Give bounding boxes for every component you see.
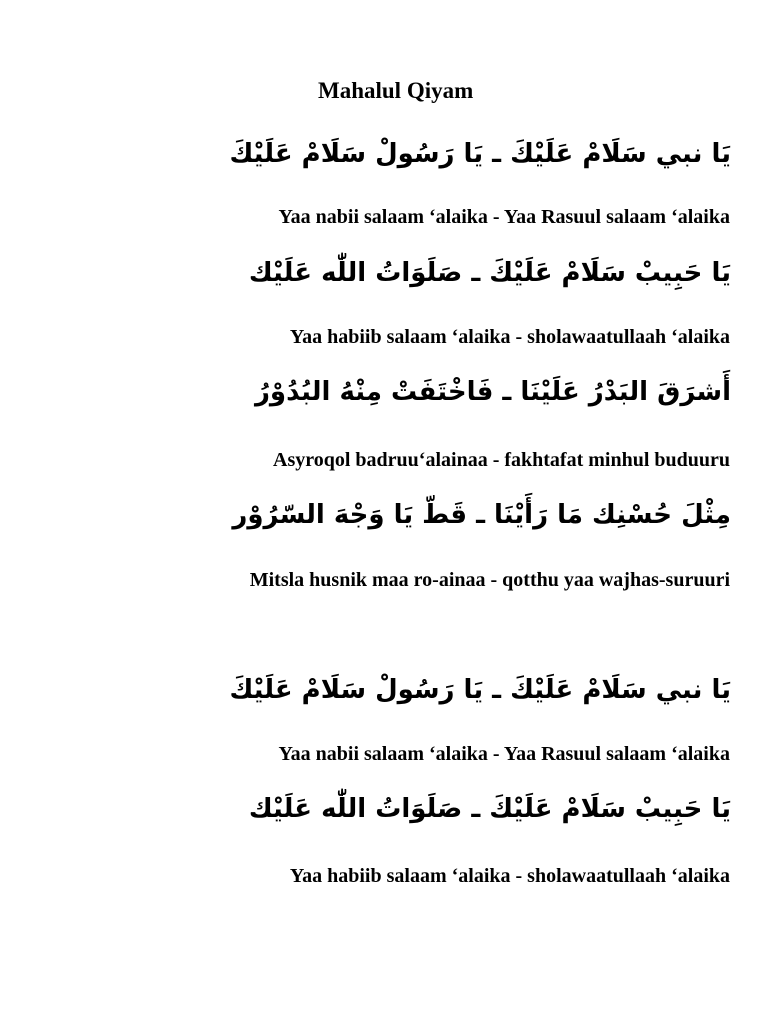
verse-6-arabic: يَا حَبِيبْ سَلَامْ عَلَيْكَ ـ صَلَوَاتُ اللّٰه عَلَيْك <box>248 794 731 824</box>
verse-2-arabic: يَا حَبِيبْ سَلَامْ عَلَيْكَ ـ صَلَوَاتُ اللّٰه عَلَيْك <box>248 258 731 288</box>
verse-4-transliteration: Mitsla husnik maa ro-ainaa - qotthu yaa wajhas-suruuri <box>249 569 730 591</box>
verse-5-arabic: يَا نبي سَلَامْ عَلَيْكَ ـ يَا رَسُولْ سَلَامْ عَلَيْكَ <box>229 675 731 705</box>
verse-1-arabic: يَا نبي سَلَامْ عَلَيْكَ ـ يَا رَسُولْ سَلَامْ عَلَيْكَ <box>229 139 731 169</box>
verse-2-transliteration: Yaa habiib salaam ‘alaika - sholawaatullaah ‘alaika <box>289 326 730 348</box>
verse-4-arabic: مِثْلَ حُسْنِك مَا رَأَيْنَا ـ قَطّ يَا وَجْهَ السّرُوْر <box>232 500 731 530</box>
document-title: Mahalul Qiyam <box>318 78 474 103</box>
verse-3-arabic: أَشرَقَ البَدْرُ عَلَيْنَا ـ فَاخْتَفَتْ مِنْهُ البُدُوْرُ <box>254 377 731 407</box>
verse-6-transliteration: Yaa habiib salaam ‘alaika - sholawaatullaah ‘alaika <box>289 865 730 887</box>
verse-3-transliteration: Asyroqol badruu‘alainaa - fakhtafat minhul buduuru <box>273 449 730 471</box>
verse-1-transliteration: Yaa nabii salaam ‘alaika - Yaa Rasuul salaam ‘alaika <box>278 206 730 228</box>
verse-5-transliteration: Yaa nabii salaam ‘alaika - Yaa Rasuul salaam ‘alaika <box>278 743 730 765</box>
